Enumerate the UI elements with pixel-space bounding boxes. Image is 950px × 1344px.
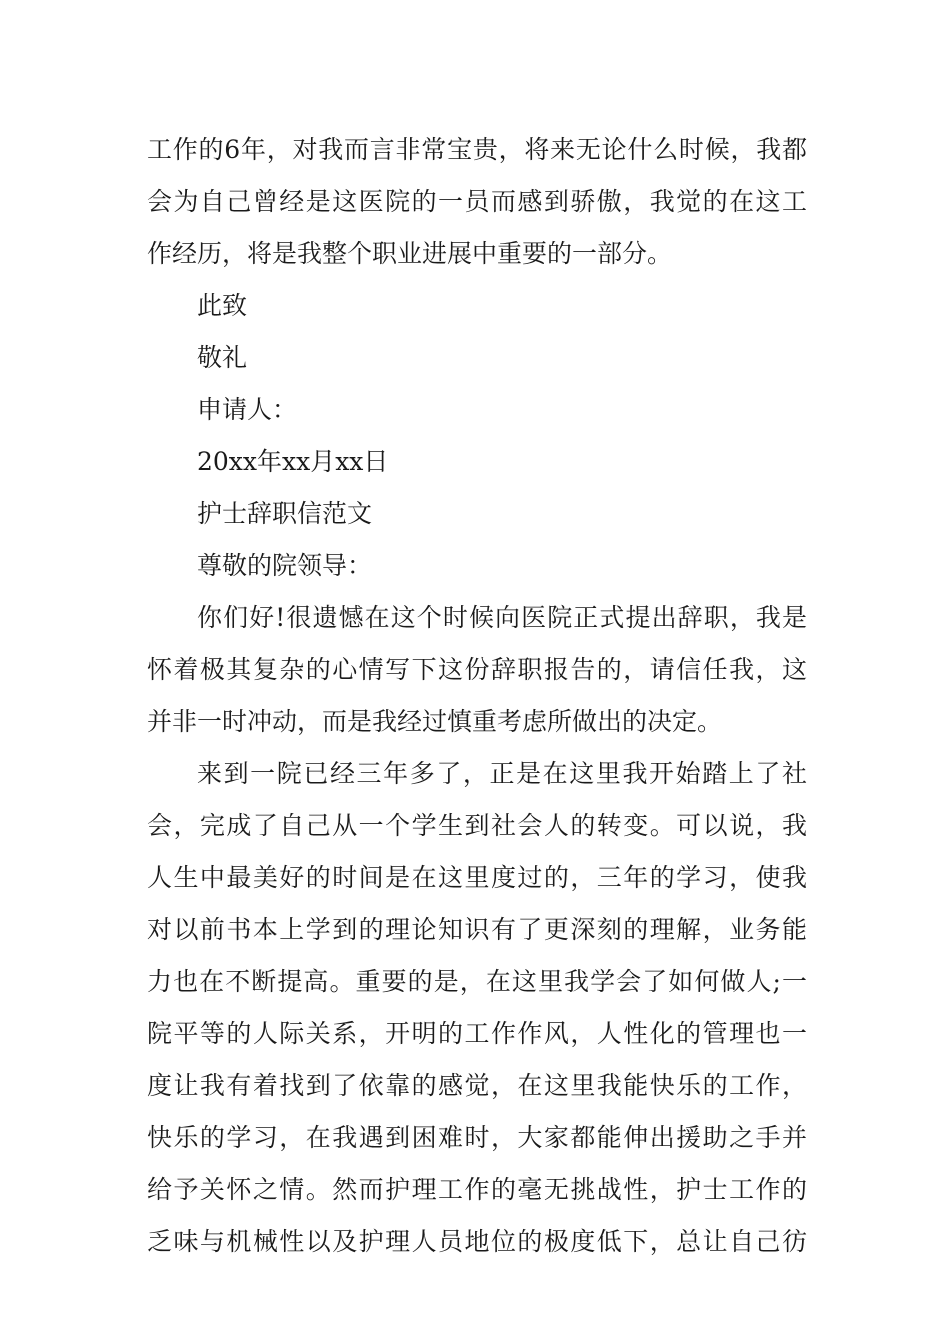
paragraph-line: 工作的6年，对我而言非常宝贵，将来无论什么时候，我都 [147, 135, 807, 164]
paragraph-line: 快乐的学习，在我遇到困难时，大家都能伸出援助之手并 [147, 1123, 807, 1152]
paragraph-line: 作经历，将是我整个职业进展中重要的一部分。 [147, 239, 673, 268]
paragraph-line: 来到一院已经三年多了，正是在这里我开始踏上了社 [197, 759, 807, 788]
section-title: 护士辞职信范文 [197, 499, 373, 528]
paragraph-line: 力也在不断提高。重要的是，在这里我学会了如何做人;一 [147, 967, 807, 996]
document-body [147, 124, 807, 1268]
paragraph-line: 怀着极其复杂的心情写下这份辞职报告的，请信任我，这 [147, 655, 807, 684]
closing-regards: 敬礼 [197, 343, 248, 372]
paragraph-line: 给予关怀之情。然而护理工作的毫无挑战性，护士工作的 [147, 1175, 807, 1204]
paragraph-line: 乏味与机械性以及护理人员地位的极度低下，总让自己彷 [147, 1227, 807, 1256]
paragraph-line: 院平等的人际关系，开明的工作作风，人性化的管理也一 [147, 1019, 807, 1048]
paragraph-line: 会，完成了自己从一个学生到社会人的转变。可以说，我 [147, 811, 807, 840]
letter-date: 20xx年xx月xx日 [197, 447, 389, 476]
paragraph-line: 你们好!很遗憾在这个时候向医院正式提出辞职，我是 [197, 603, 807, 632]
salutation: 尊敬的院领导： [197, 551, 373, 580]
applicant-label: 申请人： [197, 395, 298, 424]
paragraph-line: 人生中最美好的时间是在这里度过的，三年的学习，使我 [147, 863, 807, 892]
closing-salutation: 此致 [197, 291, 248, 320]
paragraph-line: 度让我有着找到了依靠的感觉，在这里我能快乐的工作， [147, 1071, 807, 1100]
paragraph-line: 并非一时冲动，而是我经过慎重考虑所做出的决定。 [147, 707, 723, 736]
paragraph-line: 会为自己曾经是这医院的一员而感到骄傲，我觉的在这工 [147, 187, 807, 216]
paragraph-line: 对以前书本上学到的理论知识有了更深刻的理解，业务能 [147, 915, 807, 944]
